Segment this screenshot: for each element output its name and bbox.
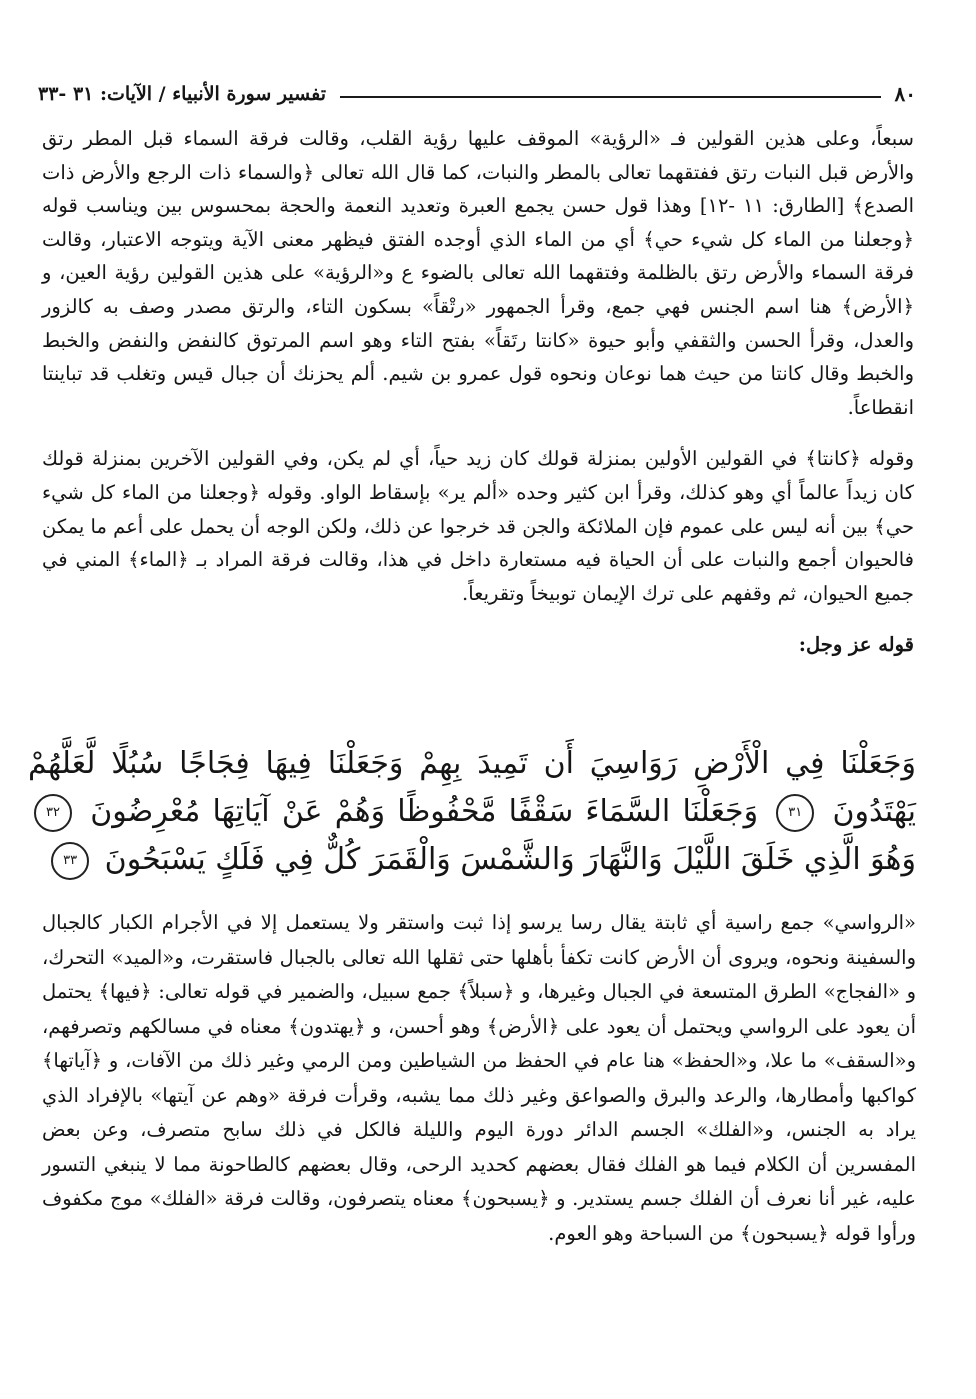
page-number: ٨٠: [894, 82, 916, 106]
verse-31: وَجَعَلْنَا فِي الْأَرْضِ رَوَاسِيَ أَن تَمِيدَ بِهِمْ وَجَعَلْنَا فِيهَا فِجَاجًا سُبُلًا لَّعَلَّهُمْ يَهْتَدُونَ: [28, 746, 916, 829]
quran-verses: [28, 740, 916, 900]
paragraph-1: سبعاً، وعلى هذين القولين فـ «الرؤية» الموقف عليها رؤية القلب، وقالت فرقة السماء قبل المطر رتق والأرض قبل النبات رتق ففتقهما تعالى بالمطر والنبات، كما قال الله تعالى ﴿والسماء ذات الرجع والأرض ذات الصدع﴾ [الطارق: ١١ -١٢] وهذا قول حسن يجمع العبرة وتعديد النعمة والحجة بمحسوس بين ويناسب قوله ﴿وجعلنا من الماء كل شيء حي﴾ أي من الماء الذي أوجده الفتق فيظهر معنى الآية ويتوجه الاعتبار، وقالت فرقة السماء والأرض رتق بالظلمة وفتقهما الله تعالى بالضوء ع و«الرؤية» على هذين القولين رؤية العين، و ﴿الأرض﴾ هنا اسم الجنس فهي جمع، وقرأ الجمهور «رتْقاً» بسكون التاء، والرتق مصدر وصف به كالزور والعدل، وقرأ الحسن والثقفي وأبو حيوة «كانتا رتَقاً» بفتح التاء وهو اسم المرتوق كالنفض والنفض والخبط والخبط وقال كانتا من حيث هما نوعان ونحوه قول عمرو بن شيم. ألم يحزنك أن جبال قيس وتغلب قد تباينتا انقطاعاً.: [42, 127, 915, 419]
running-header: [38, 76, 916, 112]
paragraph-3: «الرواسي» جمع راسية أي ثابتة يقال رسا يرسو إذا ثبت واستقر ولا يستعمل إلا في الأجرام الكبار كالجبال والسفينة ونحوه، ويروى أن الأرض كانت تكفأ بأهلها حتى ثقلها الله تعالى بالجبال فاستقرت، و«الميد» التحرك، و «الفجاج» الطرق المتسعة في الجبال وغيرها، و ﴿سبلاً﴾ جمع سبيل، والضمير في قوله تعالى: ﴿فيها﴾ يحتمل أن يعود على الرواسي ويحتمل أن يعود على ﴿الأرض﴾ وهو أحسن، و ﴿يهتدون﴾ معناه في مسالكهم وتصرفهم، و«السقف» ما علا، و«الحفظ» هنا عام في الحفظ من الشياطين ومن الرمي وغير ذلك من الآفات، و ﴿آياتها﴾ كواكبها وأمطارها، والرعد والبرق والصواعق وغير ذلك مما يشبه، وقرأت فرقة «وهم عن آيتها» بالإفراد الذي يراد به الجنس، و«الفلك» الجسم الدائر دورة اليوم والليلة فالكل في ذلك سابح متصرف، وعن بعض المفسرين أن الكلام فيما هو الفلك فقال بعضهم كحديد الرحى، وقال بعضهم كالطاحونة مما لا ينبغي التسور عليه، غير أنا نعرف أن الفلك جسم يستدير. و ﴿يسبحون﴾ معناه يتصرفون، وقالت فرقة «الفلك» موج مكفوف ورأوا قوله ﴿يسبحون﴾ من السباحة وهو العوم.: [42, 911, 916, 1245]
commentary-top: [42, 122, 914, 662]
verse-number-33: ٣٣: [51, 842, 89, 880]
verse-intro: قوله عز وجل:: [798, 633, 914, 657]
verse-number-31: ٣١: [776, 794, 814, 832]
commentary-bottom: [42, 906, 916, 1251]
verse-number-32: ٣٢: [34, 794, 72, 832]
header-rule: [340, 96, 881, 98]
paragraph-2: وقوله ﴿كانتا﴾ في القولين الأولين بمنزلة قولك كان زيد حياً، أي لم يكن، وفي القولين الآخرين بمنزلة قولك كان زيداً عالماً أي وهو كذلك، وقرأ ابن كثير وحده «ألم ير» بإسقاط الواو. وقوله ﴿وجعلنا من الماء كل شيء حي﴾ بين أنه ليس على عموم فإن الملائكة والجن قد خرجوا عن ذلك، ولكن الوجه أن يحمل على أعم ما يمكن فالحيوان أجمع والنبات على أن الحياة فيه مستعارة داخل في هذا، وقالت فرقة المراد بـ ﴿الماء﴾ المني في جميع الحيوان، ثم وقفهم على ترك الإيمان توبيخاً وتقريعاً.: [42, 447, 914, 605]
running-title: تفسير سورة الأنبياء / الآيات: ٣١ -٣٣: [38, 83, 326, 105]
verse-33: وَهُوَ الَّذِي خَلَقَ اللَّيْلَ وَالنَّهَارَ وَالشَّمْسَ وَالْقَمَرَ كُلٌّ فِي فَلَكٍ يَسْبَحُونَ: [104, 842, 916, 877]
verse-32: وَجَعَلْنَا السَّمَاءَ سَقْفًا مَّحْفُوظًا وَهُمْ عَنْ آيَاتِهَا مُعْرِضُونَ: [90, 794, 759, 829]
